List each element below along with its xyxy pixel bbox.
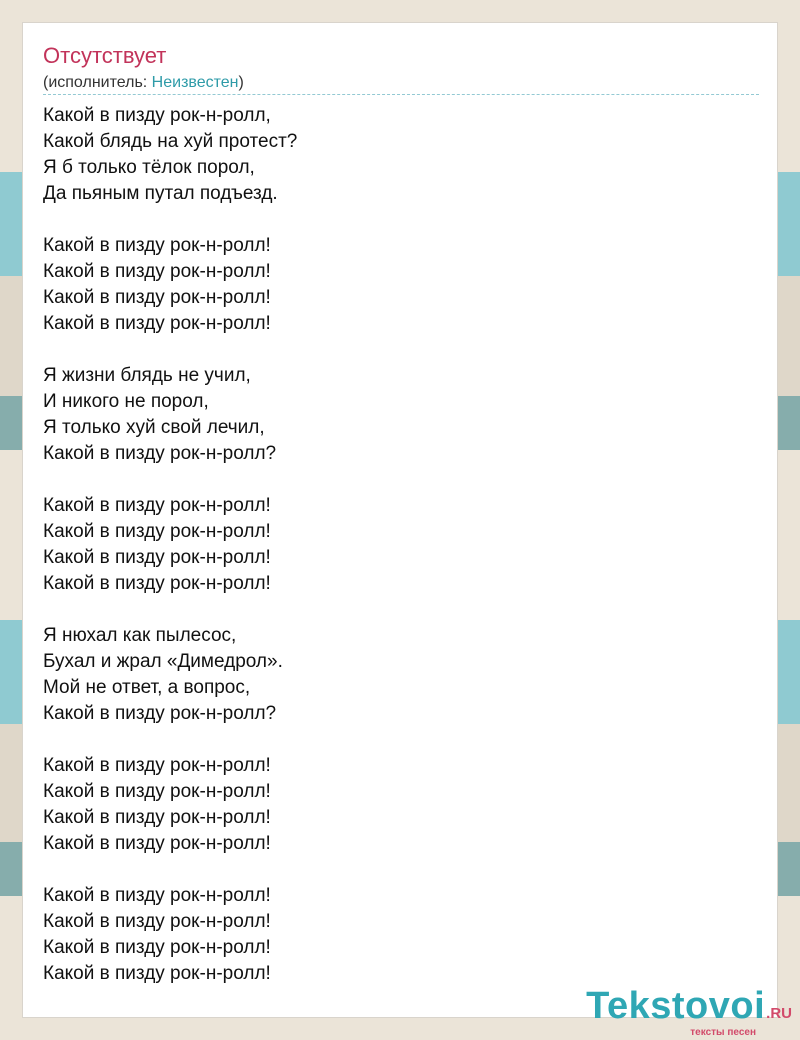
lyric-line: Какой в пизду рок-н-ролл! <box>43 287 271 308</box>
lyric-line: Какой в пизду рок-н-ролл! <box>43 261 271 282</box>
lyric-line: Какой в пизду рок-н-ролл! <box>43 885 271 906</box>
stanza <box>43 233 743 337</box>
artist-suffix: ) <box>238 74 244 91</box>
lyric-line: Какой в пизду рок-н-ролл! <box>43 833 271 854</box>
stanza <box>43 753 743 857</box>
lyric-line: Я нюхал как пылесос, <box>43 625 237 646</box>
lyric-line: Какой блядь на хуй протест? <box>43 131 298 152</box>
logo-tagline: тексты песен <box>690 1027 756 1038</box>
artist-line <box>43 74 244 92</box>
lyric-line: Какой в пизду рок-н-ролл! <box>43 963 271 984</box>
lyric-line: Какой в пизду рок-н-ролл? <box>43 443 277 464</box>
logo-wordmark <box>586 986 792 1034</box>
lyric-line: Какой в пизду рок-н-ролл! <box>43 937 271 958</box>
lyric-line: Какой в пизду рок-н-ролл! <box>43 235 271 256</box>
lyric-line: Да пьяным путал подъезд. <box>43 183 278 204</box>
logo-name: Tekstovoi <box>586 985 766 1027</box>
lyric-line: Какой в пизду рок-н-ролл? <box>43 703 277 724</box>
lyric-line: Какой в пизду рок-н-ролл! <box>43 521 271 542</box>
stanza <box>43 103 743 207</box>
lyric-line: Я жизни блядь не учил, <box>43 365 251 386</box>
song-title: Отсутствует <box>43 43 167 68</box>
logo-tld: .RU <box>766 1005 792 1022</box>
lyric-line: Какой в пизду рок-н-ролл! <box>43 755 271 776</box>
header-divider <box>43 94 759 95</box>
lyric-line: Бухал и жрал «Димедрол». <box>43 651 283 672</box>
lyrics-body <box>43 103 743 1013</box>
lyric-line: И никого не порол, <box>43 391 209 412</box>
lyric-line: Я только хуй свой лечил, <box>43 417 265 438</box>
lyric-line: Какой в пизду рок-н-ролл! <box>43 781 271 802</box>
lyric-line: Мой не ответ, а вопрос, <box>43 677 251 698</box>
lyrics-card <box>22 22 778 1018</box>
lyric-line: Какой в пизду рок-н-ролл! <box>43 573 271 594</box>
stanza <box>43 623 743 727</box>
lyric-line: Какой в пизду рок-н-ролл! <box>43 313 271 334</box>
lyric-line: Какой в пизду рок-н-ролл! <box>43 807 271 828</box>
lyric-line: Я б только тёлок порол, <box>43 157 255 178</box>
lyric-line: Какой в пизду рок-н-ролл! <box>43 911 271 932</box>
stanza <box>43 883 743 987</box>
stanza <box>43 363 743 467</box>
lyric-line: Какой в пизду рок-н-ролл, <box>43 105 271 126</box>
lyric-line: Какой в пизду рок-н-ролл! <box>43 495 271 516</box>
artist-link[interactable]: Неизвестен <box>151 74 239 91</box>
artist-prefix: (исполнитель: <box>43 74 152 91</box>
site-logo[interactable] <box>586 986 792 1040</box>
stanza <box>43 493 743 597</box>
lyric-line: Какой в пизду рок-н-ролл! <box>43 547 271 568</box>
